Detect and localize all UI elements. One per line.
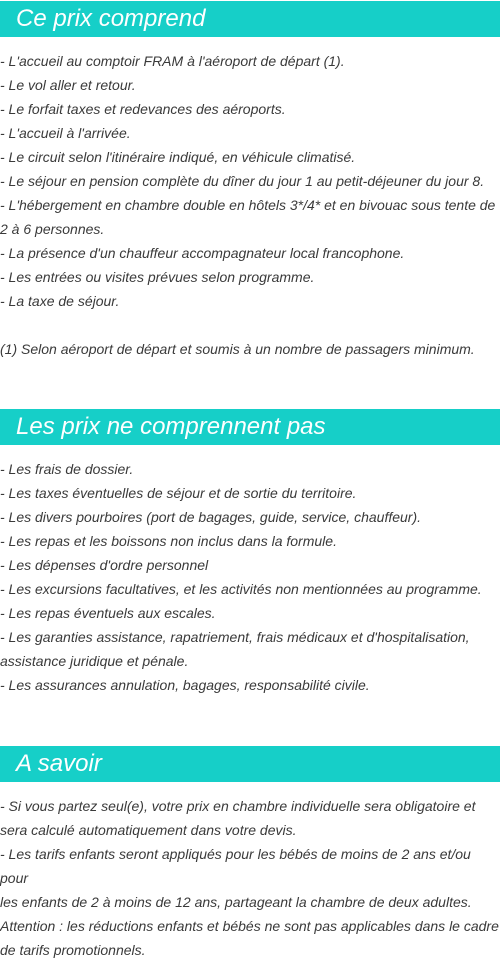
section-price-includes [0, 1, 500, 361]
list-item: - L'accueil à l'arrivée. [0, 125, 131, 141]
list-item: - Les assurances annulation, bagages, responsabilité civile. [0, 677, 370, 693]
list-item: - La taxe de séjour. [0, 293, 120, 309]
list-item: - Les taxes éventuelles de séjour et de sortie du territoire. [0, 485, 357, 501]
list-item: - Les frais de dossier. [0, 461, 134, 477]
list-item: - Le séjour en pension complète du dîner du jour 1 au petit-déjeuner du jour 8. [0, 173, 485, 189]
attention-note: Attention : les réductions enfants et bébés ne sont pas applicables dans le cadre [0, 918, 499, 934]
list-item: - Les dépenses d'ordre personnel [0, 557, 209, 573]
section-title: A savoir [0, 746, 500, 782]
list-item: - L'hébergement en chambre double en hôtels 3*/4* et en bivouac sous tente de [0, 197, 496, 213]
section-price-excludes [0, 409, 500, 697]
footnote: (1) Selon aéroport de départ et soumis à un nombre de passagers minimum. [0, 341, 475, 357]
attention-note-continuation: de tarifs promotionnels. [0, 942, 146, 958]
list-item: - Si vous partez seul(e), votre prix en chambre individuelle sera obligatoire et [0, 798, 476, 814]
section-title: Les prix ne comprennent pas [0, 409, 500, 445]
list-item: - Les tarifs enfants seront appliqués pour les bébés de moins de 2 ans et/ou pour [0, 846, 471, 886]
list-item: - Le forfait taxes et redevances des aéroports. [0, 101, 286, 117]
list-item: - Le vol aller et retour. [0, 77, 136, 93]
list-item: - Les entrées ou visites prévues selon programme. [0, 269, 315, 285]
list-item: - Les divers pourboires (port de bagages, guide, service, chauffeur). [0, 509, 422, 525]
list-item-continuation: sera calculé automatiquement dans votre devis. [0, 822, 297, 838]
list-item: - Les repas éventuels aux escales. [0, 605, 216, 621]
list-item: - Le circuit selon l'itinéraire indiqué, en véhicule climatisé. [0, 149, 356, 165]
list-item-continuation: 2 à 6 personnes. [0, 221, 105, 237]
list-item: - Les excursions facultatives, et les activités non mentionnées au programme. [0, 581, 482, 597]
list-item: - Les repas et les boissons non inclus dans la formule. [0, 533, 337, 549]
list-item: - Les garanties assistance, rapatriement, frais médicaux et d'hospitalisation, [0, 629, 470, 645]
section-good-to-know [0, 746, 500, 962]
list-item: - La présence d'un chauffeur accompagnateur local francophone. [0, 245, 405, 261]
section-body [0, 37, 500, 361]
list-item-continuation: assistance juridique et pénale. [0, 653, 189, 669]
spacer [0, 313, 500, 337]
list-item-continuation: les enfants de 2 à moins de 12 ans, partageant la chambre de deux adultes. [0, 894, 472, 910]
section-body [0, 445, 500, 697]
list-item: - L'accueil au comptoir FRAM à l'aéroport de départ (1). [0, 53, 345, 69]
section-title: Ce prix comprend [0, 1, 500, 37]
section-body [0, 782, 500, 962]
